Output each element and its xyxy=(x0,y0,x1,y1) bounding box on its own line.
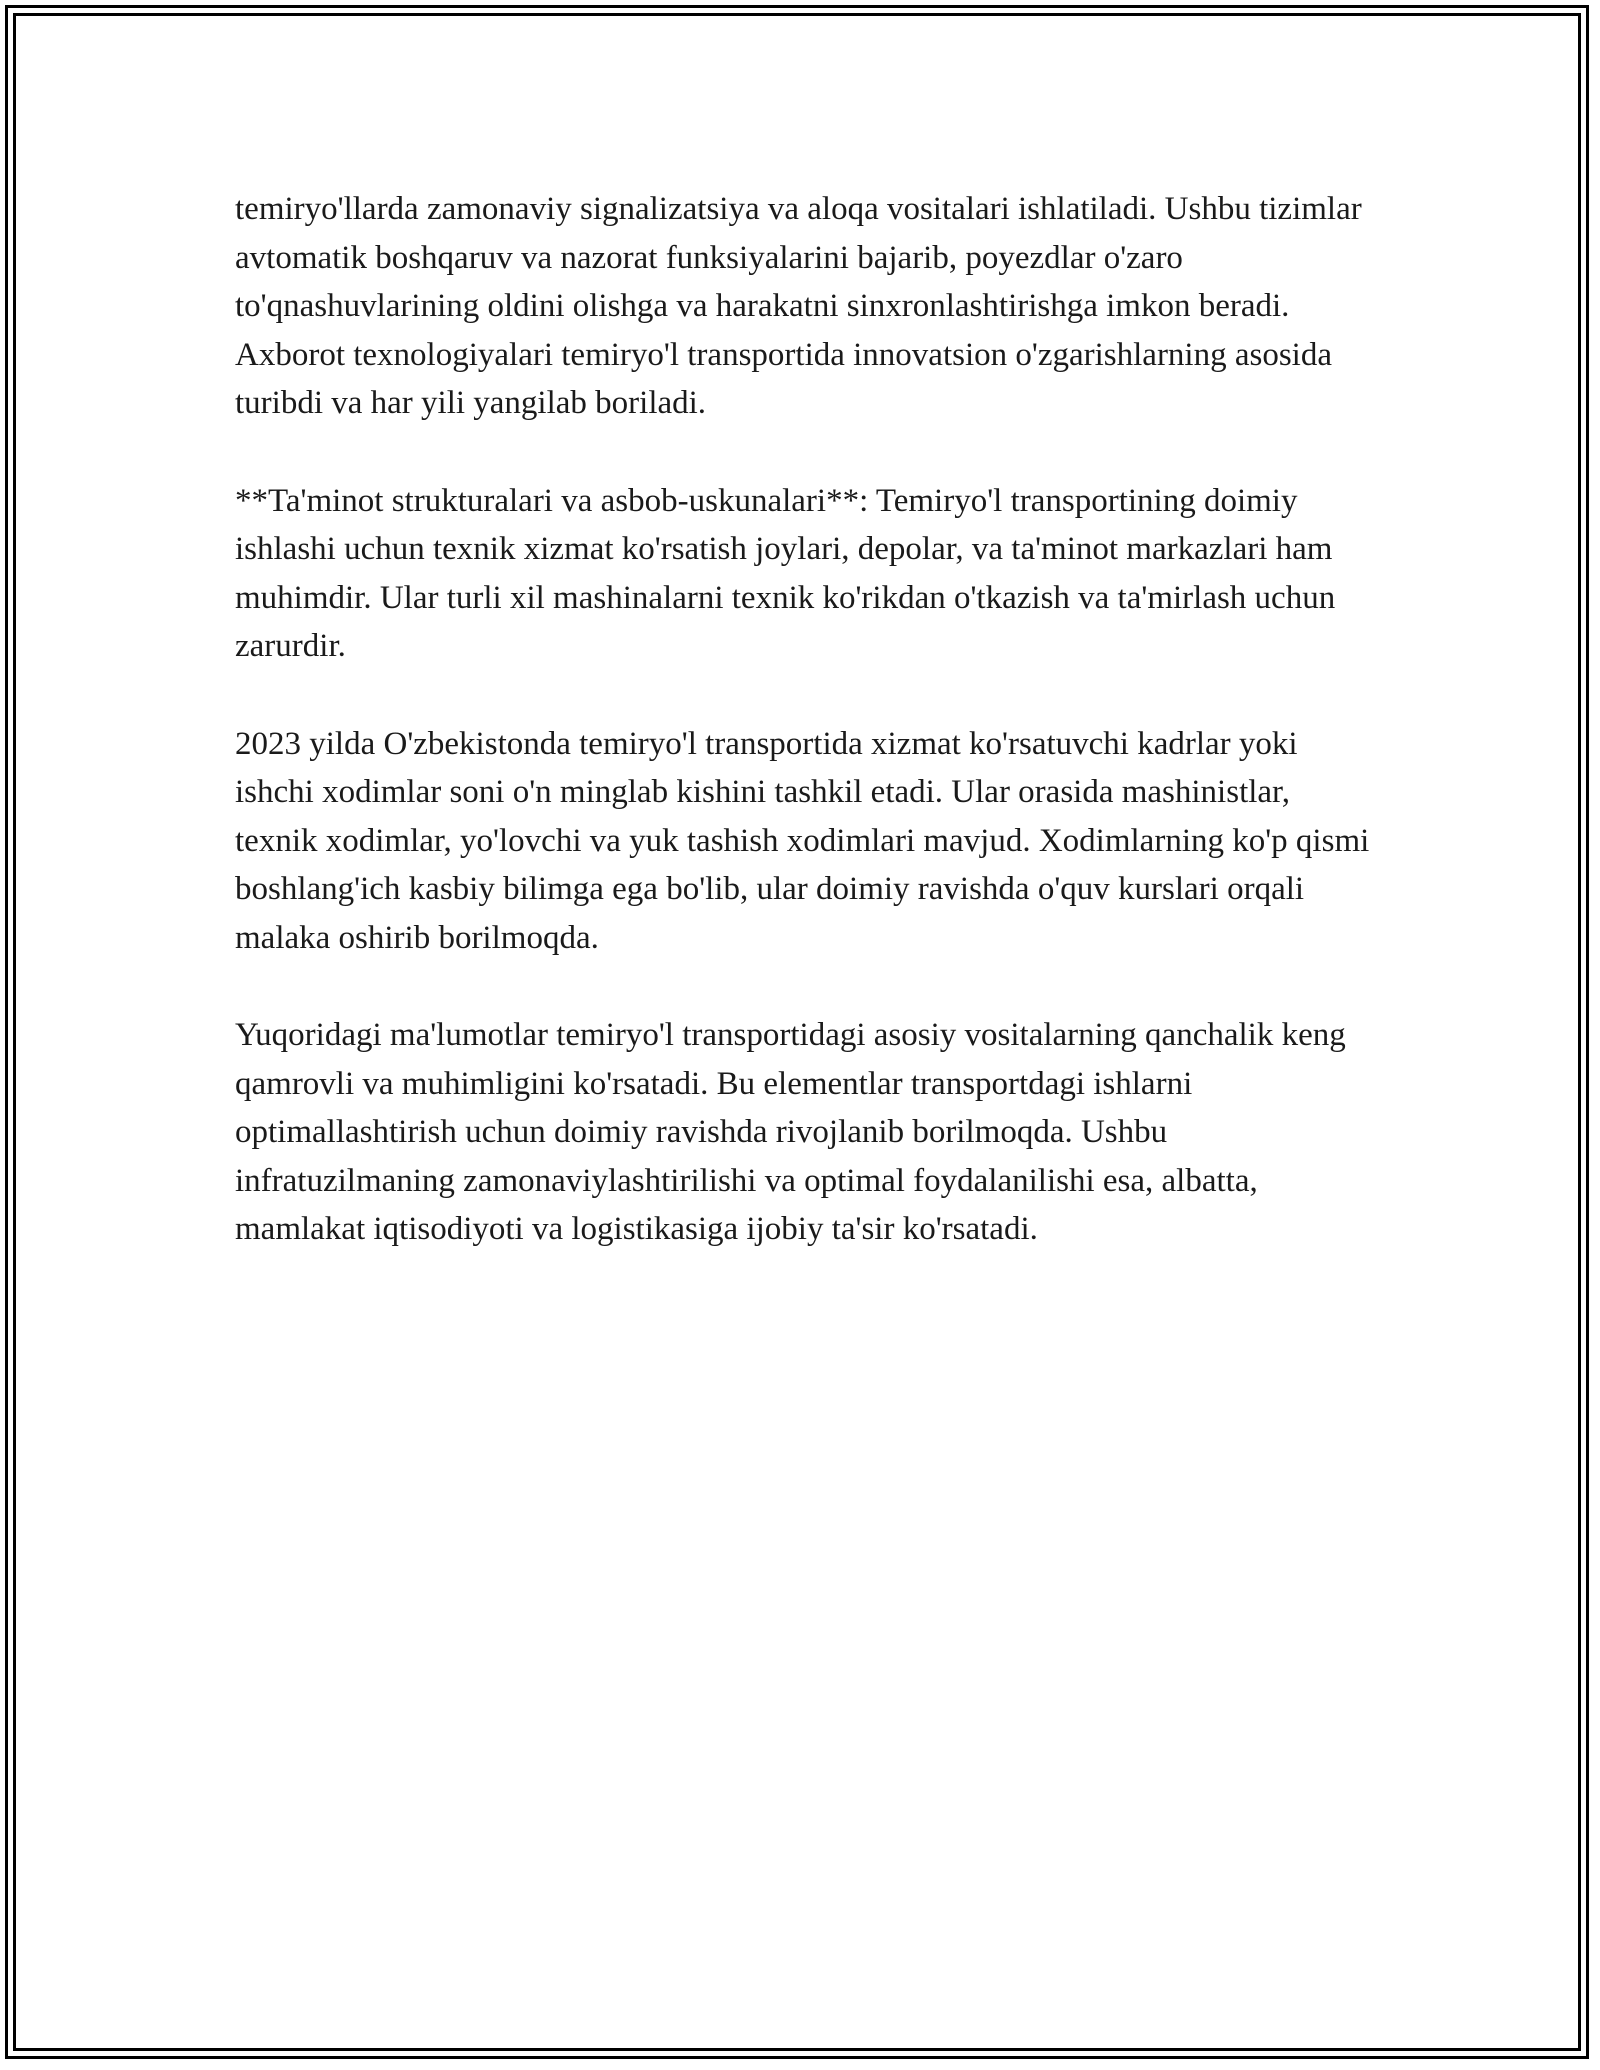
paragraph-conclusion: Yuqoridagi ma'lumotlar temiryo'l transportidagi asosiy vositalarning qanchalik keng qamrovli va muhimligini ko'rsatadi. Bu elementlar transportdagi ishlarni optimallashtirish uchun doimiy ravishda rivojlanib borilmoqda. Ushbu infratuzilmaning zamonaviylashtirilishi va optimal foydalanilishi esa, albatta, mamlakat iqtisodiyoti va logistikasiga ijobiy ta'sir ko'rsatadi. xyxy=(235,1017,1346,1248)
paragraph-staff: 2023 yilda O'zbekistonda temiryo'l transportida xizmat ko'rsatuvchi kadrlar yoki ishchi xodimlar soni o'n minglab kishini tashkil etadi. Ular orasida mashinistlar, texnik xodimlar, yo'lovchi va yuk tashish xodimlari mavjud. Xodimlarning ko'p qismi boshlang'ich kasbiy bilimga ega bo'lib, ular doimiy ravishda o'quv kurslari orqali malaka oshirib borilmoqda. xyxy=(235,725,1370,956)
paragraph-signaling: temiryo'llarda zamonaviy signalizatsiya va aloqa vositalari ishlatiladi. Ushbu tizimlar avtomatik boshqaruv va nazorat funksiyalarini bajarib, poyezdlar o'zaro to'qnashuvlarining oldini olishga va harakatni sinxronlashtirishga imkon beradi. Axborot texnologiyalari temiryo'l transportida innovatsion o'zgarishlarning asosida turibdi va har yili yangilab boriladi. xyxy=(235,191,1362,422)
document-body xyxy=(235,185,1375,1303)
paragraph-supply-structures: **Ta'minot strukturalari va asbob-uskunalari**: Temiryo'l transportining doimiy ishlashi uchun texnik xizmat ko'rsatish joylari, depolar, va ta'minot markazlari ham muhimdir. Ular turli xil mashinalarni texnik ko'rikdan o'tkazish va ta'mirlash uchun zarurdir. xyxy=(235,482,1336,665)
